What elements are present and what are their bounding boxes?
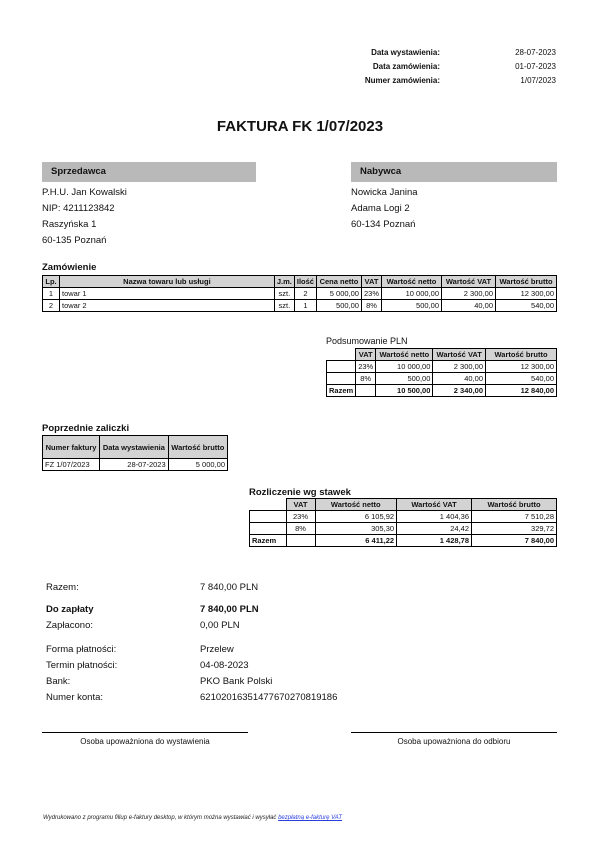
order-header-row: [43, 276, 557, 288]
order-cell: 540,00: [496, 300, 557, 312]
summary-empty-cell: [327, 373, 356, 385]
footer-text: Wydrukowano z programu fillup e-faktury desktop, w którym można wystawiać i wysyłać: [43, 815, 279, 821]
settlement-cell: 6 105,92: [315, 511, 397, 523]
paid-value: 0,00 PLN: [200, 620, 240, 631]
footer-note: [43, 815, 342, 821]
bank-value: PKO Bank Polski: [200, 676, 273, 687]
seller-city: 60-135 Poznań: [42, 235, 107, 246]
settlement-empty-cell: [250, 523, 287, 535]
order-cell: 12 300,00: [496, 288, 557, 300]
summary-cell: 12 300,00: [486, 361, 557, 373]
settlement-cell: 23%: [286, 511, 315, 523]
sum-label: Razem:: [46, 582, 79, 593]
buyer-name: Nowicka Janina: [351, 187, 418, 198]
payment-totals: [46, 580, 337, 706]
summary-total-label: Razem: [327, 385, 356, 397]
order-cell: 2: [43, 300, 60, 312]
order-date-label: Data zamówienia:: [372, 62, 440, 71]
due-label: Do zapłaty: [46, 604, 94, 615]
settlement-header-row: [250, 499, 557, 511]
order-cell: 1: [43, 288, 60, 300]
seller-nip: NIP: 4211123842: [42, 203, 115, 214]
summary-cell: 8%: [356, 373, 376, 385]
order-cell: 40,00: [442, 300, 496, 312]
summary-cell: 10 000,00: [376, 361, 433, 373]
table-row: [250, 523, 557, 535]
summary-col-vat: VAT: [356, 349, 376, 361]
account-value: 62102016351477670270819186: [200, 692, 338, 703]
table-row: [43, 459, 228, 471]
settlement-total-label: Razem: [250, 535, 287, 547]
order-col-qty: Ilość: [294, 276, 316, 288]
order-cell: 500,00: [316, 300, 361, 312]
settlement-col-vat: VAT: [286, 499, 315, 511]
advances-col-number: Numer faktury: [43, 436, 100, 459]
settlement-title: Rozliczenie wg stawek: [249, 487, 351, 498]
issuer-signature: [42, 732, 248, 746]
receiver-signature-line: [351, 732, 557, 733]
advances-cell: FZ 1/07/2023: [43, 459, 100, 471]
advances-title: Poprzednie zaliczki: [42, 423, 130, 434]
order-cell: 1: [294, 300, 316, 312]
deadline-value: 04-08-2023: [200, 660, 249, 671]
due-row: [46, 602, 337, 618]
settlement-col-vat-value: Wartość VAT: [397, 499, 472, 511]
order-cell: towar 1: [60, 288, 275, 300]
seller-name: P.H.U. Jan Kowalski: [42, 187, 127, 198]
settlement-total-net: 6 411,22: [315, 535, 397, 547]
order-cell: szt.: [274, 288, 294, 300]
order-number-label: Numer zamówienia:: [364, 76, 440, 85]
settlement-cell: 305,30: [315, 523, 397, 535]
summary-cell: 23%: [356, 361, 376, 373]
advances-col-date: Data wystawienia: [100, 436, 169, 459]
seller-block: [42, 162, 256, 248]
summary-cell: 2 300,00: [433, 361, 486, 373]
order-date-value: 01-07-2023: [515, 62, 556, 71]
settlement-empty-cell: [250, 511, 287, 523]
settlement-cell: 329,72: [472, 523, 557, 535]
summary-header-row: [327, 349, 557, 361]
order-cell: 500,00: [382, 300, 442, 312]
settlement-total-vat: 1 428,78: [397, 535, 472, 547]
summary-empty-cell: [356, 385, 376, 397]
order-cell: szt.: [274, 300, 294, 312]
settlement-total-row: [250, 535, 557, 547]
settlement-total-gross: 7 840,00: [472, 535, 557, 547]
settlement-cell: 24,42: [397, 523, 472, 535]
method-label: Forma płatności:: [46, 644, 117, 655]
method-value: Przelew: [200, 644, 234, 655]
advances-col-gross: Wartość brutto: [168, 436, 227, 459]
settlement-cell: 8%: [286, 523, 315, 535]
issue-date-row: [330, 46, 556, 60]
order-cell: 10 000,00: [382, 288, 442, 300]
deadline-row: [46, 658, 337, 674]
order-number-row: [330, 74, 556, 88]
issue-date-label: Data wystawienia:: [371, 48, 440, 57]
summary-total-net: 10 500,00: [376, 385, 433, 397]
receiver-signature: [351, 732, 557, 746]
advances-table: [42, 435, 228, 471]
table-row: [327, 373, 557, 385]
summary-cell: 40,00: [433, 373, 486, 385]
summary-empty-cell: [327, 361, 356, 373]
buyer-street: Adama Logi 2: [351, 203, 410, 214]
deadline-label: Termin płatności:: [46, 660, 118, 671]
paid-label: Zapłacono:: [46, 620, 94, 631]
account-label: Numer konta:: [46, 692, 104, 703]
table-row: [43, 300, 557, 312]
issue-date-value: 28-07-2023: [515, 48, 556, 57]
settlement-corner: [250, 499, 287, 511]
order-cell: 2: [294, 288, 316, 300]
seller-heading: Sprzedawca: [42, 162, 256, 182]
summary-total-gross: 12 840,00: [486, 385, 557, 397]
advances-header-row: [43, 436, 228, 459]
sum-value: 7 840,00 PLN: [200, 582, 259, 593]
summary-col-gross: Wartość brutto: [486, 349, 557, 361]
summary-cell: 540,00: [486, 373, 557, 385]
bank-label: Bank:: [46, 676, 71, 687]
order-col-net: Wartość netto: [382, 276, 442, 288]
issuer-signature-line: [42, 732, 248, 733]
due-value: 7 840,00 PLN: [200, 604, 259, 615]
seller-street: Raszyńska 1: [42, 219, 97, 230]
buyer-block: [351, 162, 557, 232]
summary-col-net: Wartość netto: [376, 349, 433, 361]
buyer-city: 60-134 Poznań: [351, 219, 416, 230]
order-col-gross: Wartość brutto: [496, 276, 557, 288]
advances-cell: 5 000,00: [168, 459, 227, 471]
order-cell: towar 2: [60, 300, 275, 312]
table-row: [250, 511, 557, 523]
order-col-name: Nazwa towaru lub usługi: [60, 276, 275, 288]
summary-total-row: [327, 385, 557, 397]
invoice-meta: [330, 46, 556, 88]
order-col-vat-value: Wartość VAT: [442, 276, 496, 288]
order-col-price: Cena netto: [316, 276, 361, 288]
order-date-row: [330, 60, 556, 74]
table-row: [327, 361, 557, 373]
settlement-col-net: Wartość netto: [315, 499, 397, 511]
summary-corner: [327, 349, 356, 361]
settlement-table: [249, 498, 557, 547]
order-cell: 2 300,00: [442, 288, 496, 300]
footer-link[interactable]: bezpłatną e-fakturę VAT: [278, 815, 343, 821]
paid-row: [46, 618, 337, 634]
sum-row: [46, 580, 337, 596]
order-table: [42, 275, 557, 312]
receiver-signature-label: Osoba upoważniona do odbioru: [397, 737, 511, 746]
buyer-heading: Nabywca: [351, 162, 557, 182]
settlement-cell: 7 510,28: [472, 511, 557, 523]
summary-title: Podsumowanie PLN: [326, 336, 408, 346]
settlement-empty-cell: [286, 535, 315, 547]
invoice-title: FAKTURA FK 1/07/2023: [216, 118, 384, 135]
summary-table: [326, 348, 557, 397]
order-cell: 8%: [361, 300, 381, 312]
order-col-unit: J.m.: [274, 276, 294, 288]
order-number-value: 1/07/2023: [520, 76, 556, 85]
order-cell: 5 000,00: [316, 288, 361, 300]
summary-col-vat-value: Wartość VAT: [433, 349, 486, 361]
order-col-lp: Lp.: [43, 276, 60, 288]
order-cell: 23%: [361, 288, 381, 300]
table-row: [43, 288, 557, 300]
summary-cell: 500,00: [376, 373, 433, 385]
settlement-cell: 1 404,36: [397, 511, 472, 523]
settlement-col-gross: Wartość brutto: [472, 499, 557, 511]
order-col-vat: VAT: [361, 276, 381, 288]
issuer-signature-label: Osoba upoważniona do wystawienia: [80, 737, 210, 746]
account-row: [46, 690, 337, 706]
order-section-title: Zamówienie: [42, 262, 97, 273]
bank-row: [46, 674, 337, 690]
method-row: [46, 642, 337, 658]
advances-cell: 28-07-2023: [100, 459, 169, 471]
summary-total-vat: 2 340,00: [433, 385, 486, 397]
